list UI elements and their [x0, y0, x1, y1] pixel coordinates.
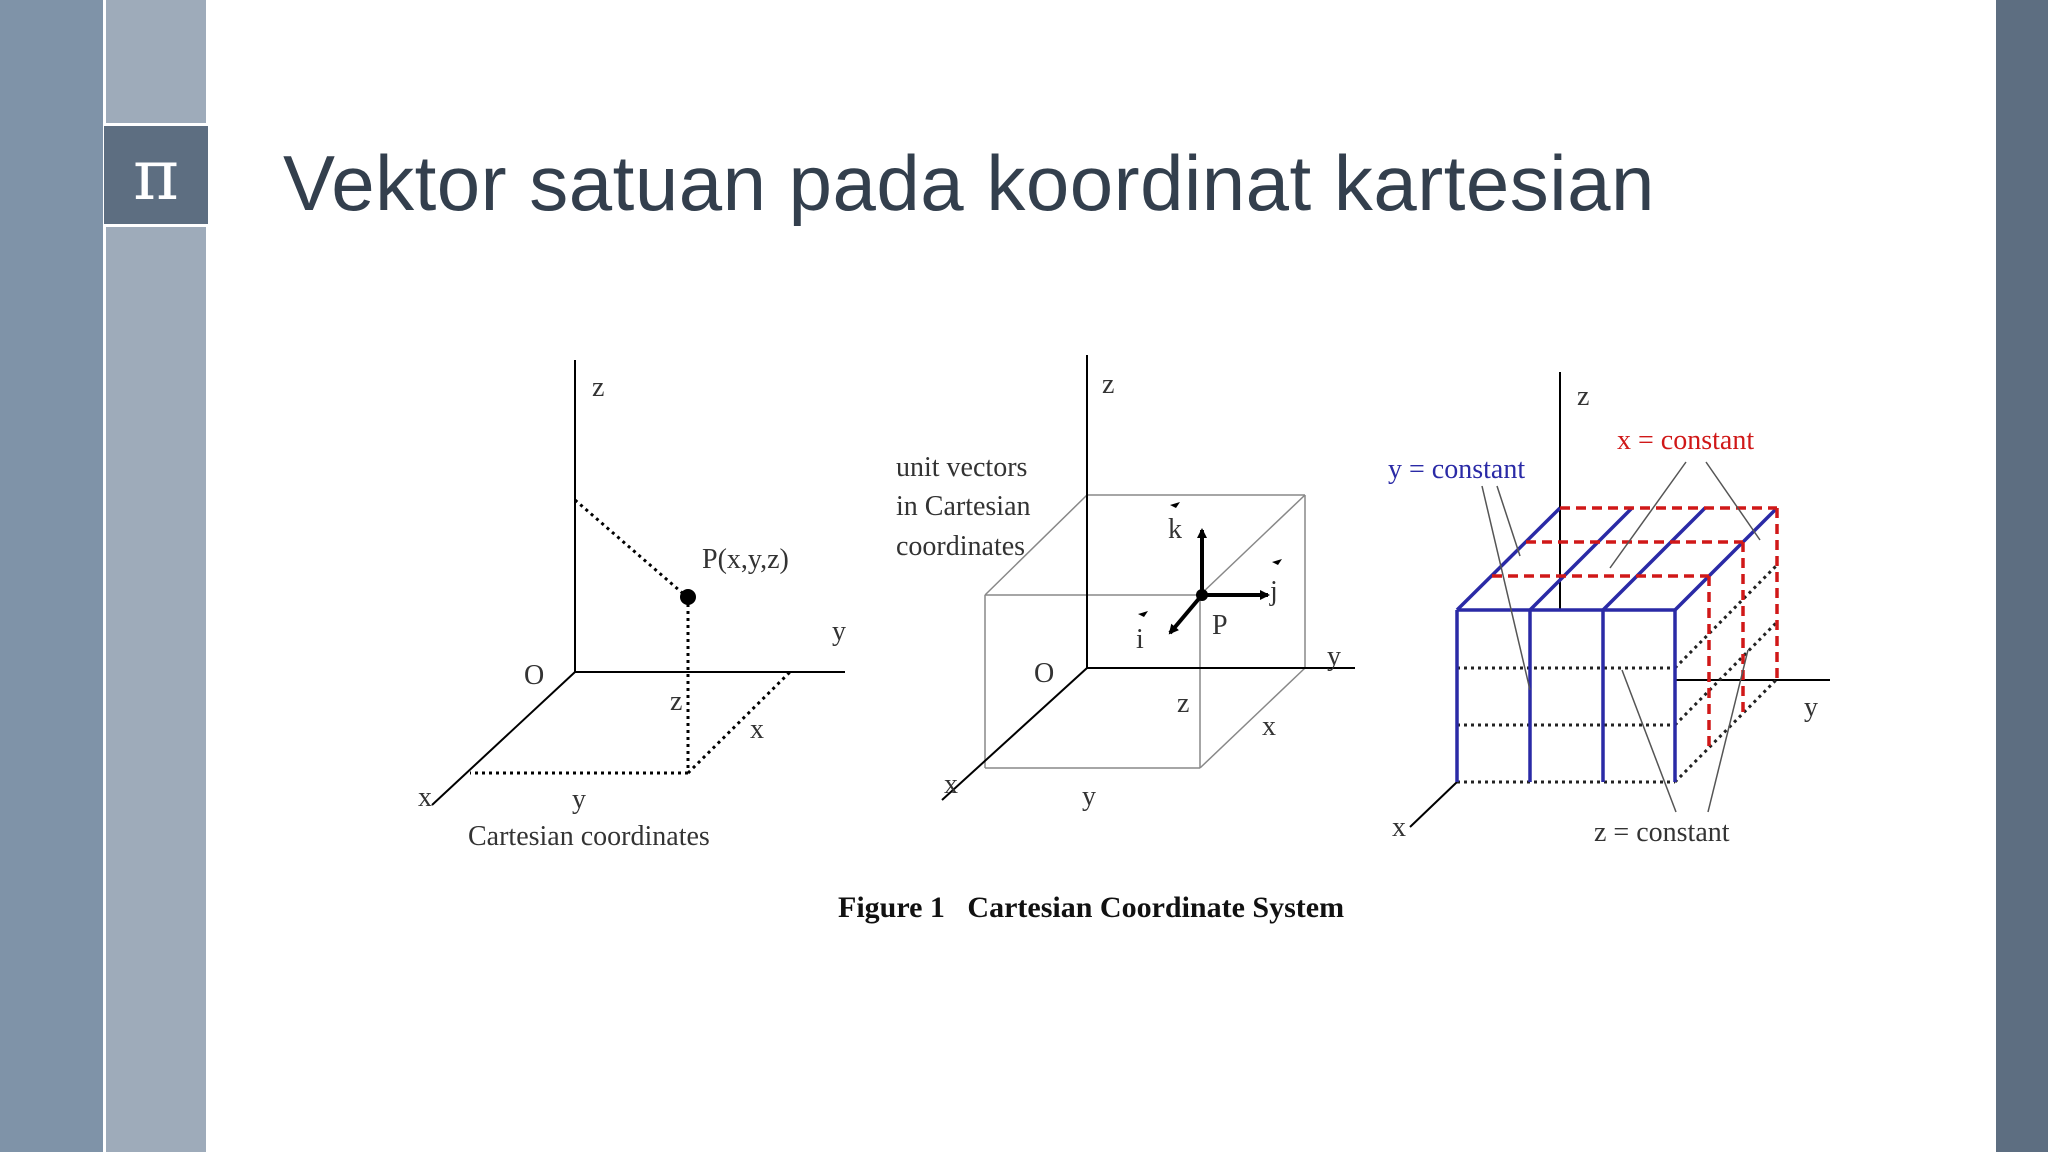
- axis-label-y: y: [832, 616, 846, 647]
- figure-caption: Figure 1 Cartesian Coordinate System: [838, 891, 1345, 924]
- hat-j: [1272, 559, 1282, 565]
- z-constant-label: z = constant: [1594, 817, 1730, 848]
- axis-label-y: y: [1804, 692, 1818, 723]
- x-axis-line: [942, 668, 1087, 800]
- length-label-z: z: [1177, 688, 1190, 719]
- length-label-z: z: [670, 686, 683, 717]
- point-label: P(x,y,z): [702, 544, 789, 575]
- length-label-y: y: [572, 784, 586, 815]
- note-line-1: unit vectors: [896, 452, 1028, 483]
- origin-label: O: [1034, 658, 1055, 689]
- length-label-y: y: [1082, 781, 1096, 812]
- point-p-dot: [1196, 589, 1208, 601]
- point-label: P: [1212, 610, 1228, 641]
- length-label-x: x: [1262, 711, 1276, 742]
- panel-unit-vectors-labels: [896, 369, 1341, 812]
- axis-label-y: y: [1327, 641, 1341, 672]
- leader-lines: [1482, 462, 1760, 812]
- y-constant-planes: [1457, 508, 1777, 782]
- panel-caption: Cartesian coordinates: [468, 821, 710, 852]
- panel-cartesian-labels: [418, 372, 846, 852]
- axis-label-z: z: [1102, 369, 1115, 400]
- panel-unit-vectors: [942, 355, 1355, 800]
- slide-title: Vektor satuan pada koordinat kartesian: [283, 139, 1655, 227]
- projection-line-x: [688, 670, 792, 773]
- unit-vector-i-arrow: [1170, 595, 1202, 633]
- projection-line-z: [575, 500, 687, 597]
- axis-label-z: z: [592, 372, 605, 403]
- x-constant-planes: [1492, 508, 1777, 747]
- axis-label-x: x: [944, 769, 958, 800]
- x-axis-line: [432, 672, 575, 805]
- length-label-x: x: [750, 714, 764, 745]
- axis-label-x: x: [418, 782, 432, 813]
- vector-label-j: j: [1270, 576, 1278, 607]
- x-constant-label: x = constant: [1617, 425, 1755, 456]
- vector-label-k: k: [1168, 514, 1182, 545]
- vector-hat-marks: [1138, 502, 1282, 617]
- axis-label-x: x: [1392, 812, 1406, 843]
- vector-label-i: i: [1136, 624, 1144, 655]
- reference-box: [985, 495, 1305, 768]
- panel-cartesian-point: [432, 360, 845, 805]
- point-p-dot: [680, 589, 696, 605]
- hat-i: [1138, 611, 1148, 617]
- pi-symbol: π: [132, 134, 179, 216]
- axis-label-z: z: [1577, 381, 1590, 412]
- x-axis-line: [1410, 782, 1457, 827]
- y-constant-label: y = constant: [1388, 454, 1526, 485]
- note-line-3: coordinates: [896, 531, 1026, 562]
- origin-label: O: [524, 660, 545, 691]
- note-line-2: in Cartesian: [896, 491, 1031, 522]
- hat-k: [1170, 502, 1180, 508]
